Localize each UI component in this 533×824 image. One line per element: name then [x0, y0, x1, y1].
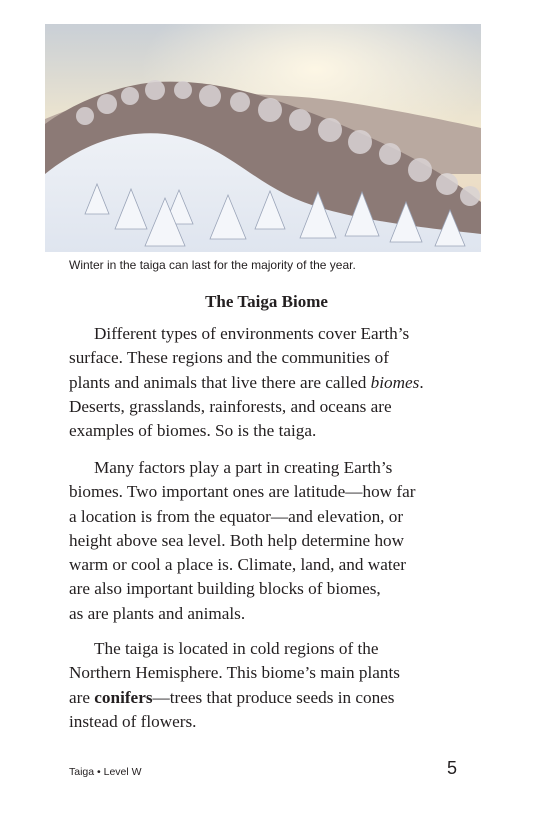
paragraph-line: surface. These regions and the communities of — [69, 348, 389, 368]
paragraph-1 — [69, 322, 469, 443]
paragraph-line — [69, 371, 469, 395]
paragraph-line — [69, 686, 469, 710]
paragraph-line: Deserts, grasslands, rainforests, and oceans are — [69, 396, 392, 416]
paragraph-line: The taiga is located in cold regions of the — [94, 639, 379, 658]
snowy-taiga-photo — [45, 24, 481, 252]
paragraph-line: examples of biomes. So is the taiga. — [69, 421, 317, 441]
paragraph-line: biomes. Two important ones are latitude—how far — [69, 482, 416, 502]
paragraph-line: as are plants and animals. — [69, 603, 246, 623]
paragraph-line: height above sea level. Both help determine how — [69, 530, 405, 550]
paragraph-line: Many factors play a part in creating Earth’s — [94, 458, 393, 477]
bold-term: conifers — [94, 687, 153, 707]
paragraph-line: instead of flowers. — [69, 711, 197, 731]
photo-art — [45, 24, 481, 252]
section-heading: The Taiga Biome — [205, 292, 328, 311]
page-number: 5 — [446, 758, 457, 778]
text-run: —trees that produce seeds in cones — [152, 687, 395, 707]
paragraph-line: warm or cool a place is. Climate, land, and water — [69, 555, 406, 575]
italic-term: biomes — [370, 372, 420, 392]
paragraph-2 — [69, 456, 469, 626]
paragraph-line: are also important building blocks of biomes, — [69, 579, 381, 599]
text-run: are — [69, 687, 95, 707]
footer-book-title: Taiga • Level W — [69, 766, 142, 778]
paragraph-3 — [69, 637, 469, 734]
paragraph-line: Northern Hemisphere. This biome’s main plants — [69, 663, 400, 683]
text-run: plants and animals that live there are called — [69, 372, 371, 392]
paragraph-line: a location is from the equator—and elevation, or — [69, 506, 404, 526]
photo-caption: Winter in the taiga can last for the majority of the year. — [69, 258, 356, 272]
paragraph-line: Different types of environments cover Earth’s — [94, 324, 410, 343]
text-run: . — [419, 372, 424, 392]
